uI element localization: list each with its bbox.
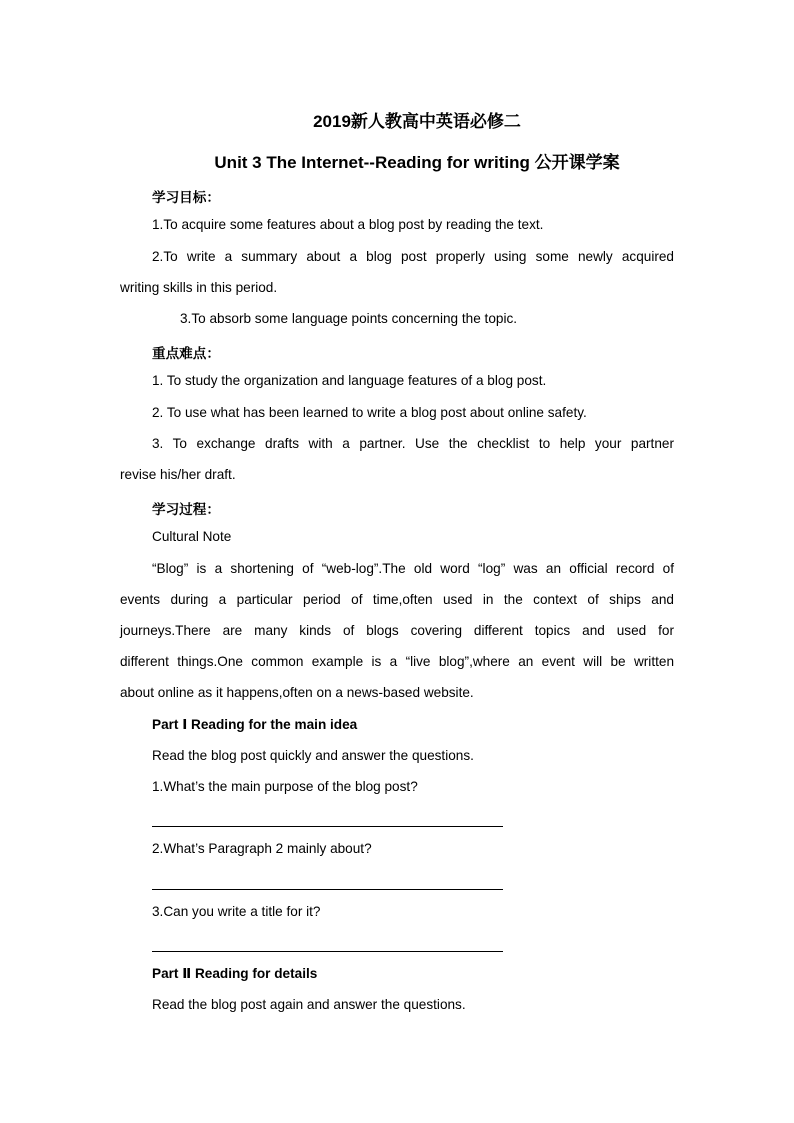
cultural-note-text: journeys.There are many kinds of blogs covering different topics and used for	[120, 623, 674, 638]
key-point-item: 1. To study the organization and language features of a blog post.	[152, 373, 547, 388]
objective-item: 2.To write a summary about a blog post properly using some newly acquired	[152, 249, 674, 264]
cultural-note-text: events during a particular period of time,often used in the context of ships and	[120, 592, 674, 607]
cultural-note-title: Cultural Note	[152, 529, 232, 544]
cultural-note-text: about online as it happens,often on a news-based website.	[120, 685, 474, 700]
process-heading: 学习过程：	[152, 502, 220, 517]
objective-item: 3.To absorb some language points concerning the topic.	[180, 311, 518, 326]
objectives-heading: 学习目标：	[152, 190, 220, 205]
part2-instruction: Read the blog post again and answer the questions.	[152, 997, 466, 1012]
key-point-item: 3. To exchange drafts with a partner. Use the checklist to help your partner	[152, 436, 674, 451]
objective-item: 1.To acquire some features about a blog post by reading the text.	[152, 217, 544, 232]
document-subtitle: Unit 3 The Internet--Reading for writing 公开课学案	[214, 153, 620, 172]
objective-item-continued: writing skills in this period.	[120, 280, 278, 295]
key-points-heading: 重点难点：	[152, 346, 220, 361]
answer-blank-3[interactable]	[152, 951, 503, 952]
answer-blank-1[interactable]	[152, 826, 503, 827]
question-3: 3.Can you write a title for it?	[152, 904, 321, 919]
question-2: 2.What’s Paragraph 2 mainly about?	[152, 841, 372, 856]
part1-instruction: Read the blog post quickly and answer the questions.	[152, 748, 474, 763]
part2-heading: Part Ⅱ Reading for details	[152, 966, 318, 981]
question-1: 1.What’s the main purpose of the blog post?	[152, 779, 418, 794]
key-point-item-continued: revise his/her draft.	[120, 467, 236, 482]
document-title: 2019新人教高中英语必修二	[313, 112, 521, 131]
cultural-note-text: different things.One common example is a “live blog”,where an event will be written	[120, 654, 674, 669]
answer-blank-2[interactable]	[152, 889, 503, 890]
key-point-item: 2. To use what has been learned to write a blog post about online safety.	[152, 405, 587, 420]
part1-heading: Part Ⅰ Reading for the main idea	[152, 717, 358, 732]
cultural-note-text: “Blog” is a shortening of “web-log”.The old word “log” was an official record of	[152, 561, 674, 576]
